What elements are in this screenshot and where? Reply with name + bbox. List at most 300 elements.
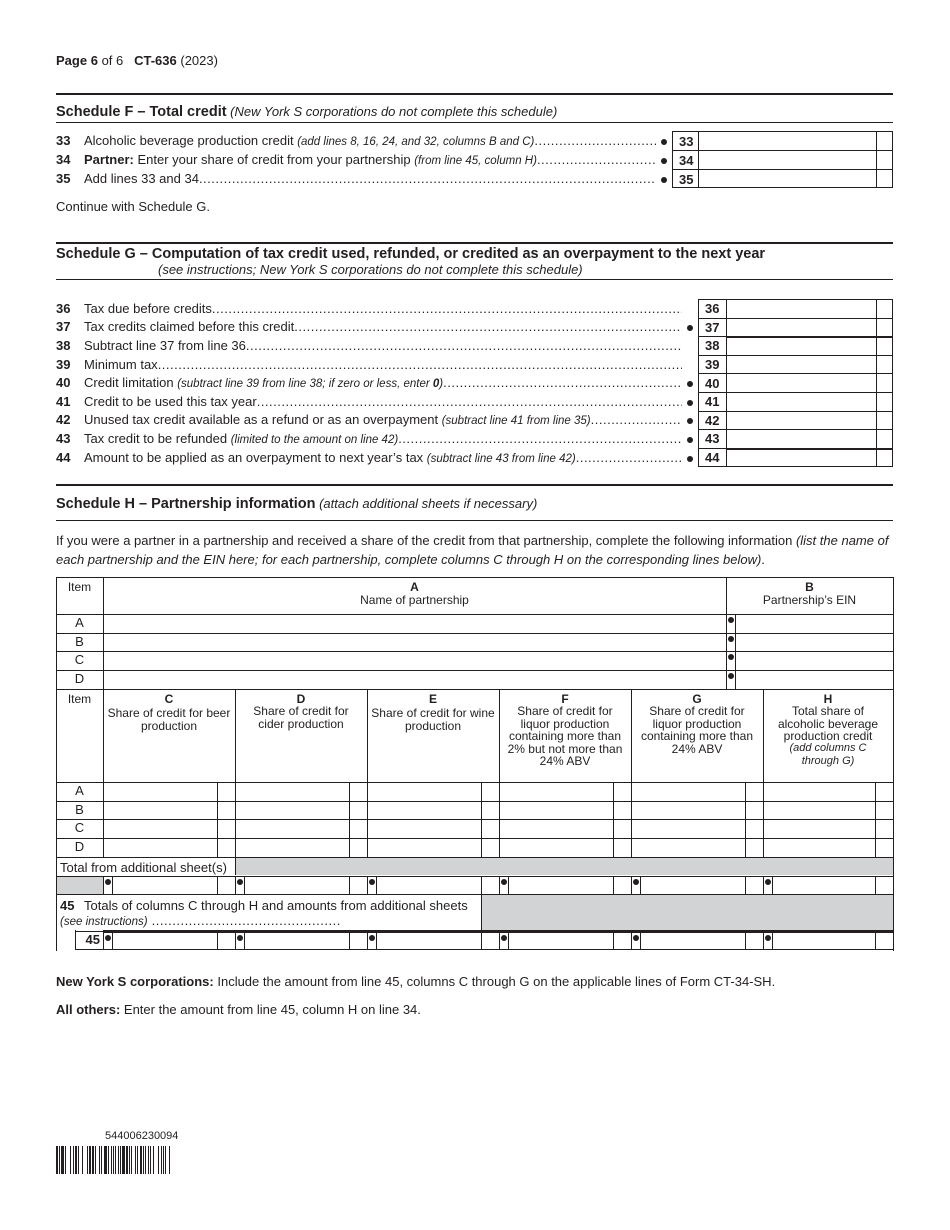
shaded-area: [57, 877, 103, 895]
line-45-amount-input[interactable]: [377, 933, 480, 949]
line-note: (subtract line 41 from line 35): [441, 415, 591, 428]
line-label: Add lines 33 and 34: [84, 171, 199, 186]
amount-input[interactable]: [726, 448, 876, 467]
cents-input[interactable]: [876, 336, 893, 355]
amount-input[interactable]: [698, 169, 876, 188]
divider: [56, 93, 893, 95]
s-corp-label: New York S corporations:: [56, 974, 214, 989]
line-45-amount-input[interactable]: [641, 933, 744, 949]
line-label: Totals of columns C through H and amounts from additional sheets: [84, 898, 468, 914]
line-number: 34: [56, 152, 71, 167]
amount-input-col-f[interactable]: [500, 783, 612, 801]
line-box-number: 40: [698, 373, 726, 392]
line-box-number: 34: [672, 150, 698, 169]
table-rule: [481, 876, 482, 895]
leader-dots: [294, 319, 682, 334]
line-45-amount-input[interactable]: [113, 933, 216, 949]
table-rule: [349, 876, 350, 895]
cents-input[interactable]: [218, 783, 234, 801]
bullet-icon: [369, 935, 375, 941]
cents-input[interactable]: [876, 131, 893, 150]
amount-input-col-h[interactable]: [764, 820, 874, 838]
table-rule: [875, 930, 876, 949]
line-text: [84, 301, 212, 316]
bullet-icon: [728, 673, 734, 679]
amount-input-col-c[interactable]: [104, 839, 216, 857]
partnership-ein-input[interactable]: [736, 671, 892, 689]
col-h-note: (add columns C through G): [789, 742, 867, 767]
cents-input[interactable]: [876, 802, 892, 820]
item-letter: D: [74, 839, 85, 855]
required-bullet: [682, 431, 698, 446]
schedule-h-title: Schedule H – Partnership information: [56, 496, 316, 512]
col-b-letter: B: [805, 580, 814, 594]
bullet-icon: [661, 177, 667, 183]
bullet-icon: [501, 879, 507, 885]
cents-input[interactable]: [746, 802, 762, 820]
col-f-letter: F: [561, 692, 569, 706]
schedule-g-line: [56, 392, 698, 411]
schedule-g-line: [56, 411, 698, 430]
line-45-box-number: 45: [85, 932, 100, 948]
amount-input-col-d[interactable]: [236, 839, 348, 857]
line-text: [84, 152, 537, 167]
line-text: [84, 394, 257, 409]
line-45-amount-input[interactable]: [773, 933, 874, 949]
cents-input[interactable]: [746, 839, 762, 857]
line-note: (from line 45, column H): [414, 155, 537, 167]
leader-dots: [591, 412, 682, 427]
continue-note: Continue with Schedule G.: [56, 199, 210, 214]
cents-input[interactable]: [614, 802, 630, 820]
line-note: (limited to the amount on line 42): [230, 433, 399, 446]
amount-input-col-g[interactable]: [632, 802, 744, 820]
additional-amount-input[interactable]: [773, 877, 874, 895]
bullet-icon: [687, 325, 693, 331]
table-rule: [367, 689, 368, 782]
schedule-g-line: [56, 299, 698, 318]
required-bullet: [656, 152, 672, 167]
all-others-text: Enter the amount from line 45, column H on line 34.: [120, 1002, 421, 1017]
line-box-number: 42: [698, 411, 726, 430]
amount-input-col-e[interactable]: [368, 802, 480, 820]
page-header: [56, 53, 218, 68]
item-letter: B: [75, 633, 84, 649]
leader-dots: ..............................................: [147, 913, 341, 929]
col-c-letter: C: [164, 692, 174, 706]
table-rule: [745, 930, 746, 949]
amount-input[interactable]: [726, 299, 876, 318]
barcode-bar: [169, 1146, 170, 1174]
partnership-ein-input[interactable]: [736, 634, 892, 652]
schedule-g-line: [56, 318, 698, 337]
table-rule: [613, 876, 614, 895]
line-45-amount-input[interactable]: [245, 933, 348, 949]
line-number: 41: [56, 393, 71, 409]
line-number: 39: [56, 356, 71, 372]
amount-input-col-c[interactable]: [104, 820, 216, 838]
line-label: Enter your share of credit from your partnership: [133, 152, 415, 167]
cents-input[interactable]: [876, 318, 893, 337]
cents-input[interactable]: [746, 820, 762, 838]
table-rule: [499, 689, 500, 782]
schedule-g-line: [56, 355, 698, 374]
cents-input[interactable]: [876, 783, 892, 801]
cents-input[interactable]: [614, 839, 630, 857]
amount-input-col-g[interactable]: [632, 839, 744, 857]
additional-amount-input[interactable]: [509, 877, 612, 895]
line-label: Alcoholic beverage production credit: [84, 133, 298, 148]
col-h-letter: H: [823, 692, 833, 706]
intro-text: If you were a partner in a partnership and received a share of the credit from that partnership, complete the following information: [56, 533, 796, 548]
bullet-icon: [661, 139, 667, 145]
bullet-icon: [728, 636, 734, 642]
schedule-g-line: [56, 429, 698, 448]
item-letter: B: [75, 801, 84, 817]
table-rule: [763, 689, 764, 782]
required-bullet: [682, 319, 698, 334]
partnership-name-input[interactable]: [104, 671, 725, 689]
table-rule: [103, 876, 104, 895]
bullet-icon: [687, 418, 693, 424]
amount-input-col-f[interactable]: [500, 839, 612, 857]
bullet-icon: [369, 879, 375, 885]
line-box-number: 33: [672, 131, 698, 150]
amount-input[interactable]: [726, 336, 876, 355]
table-rule: [235, 876, 236, 895]
cents-input[interactable]: [876, 169, 893, 188]
amount-input-col-h[interactable]: [764, 783, 874, 801]
line-box-number: 39: [698, 355, 726, 374]
page-of: of 6: [101, 53, 124, 68]
schedule-g-line: [56, 448, 698, 467]
schedule-g-line: [56, 336, 698, 355]
amount-input[interactable]: [726, 318, 876, 337]
table-rule: [56, 689, 893, 690]
col-a-letter: A: [410, 580, 419, 594]
table-rule: [103, 930, 104, 949]
col-d-label: Share of credit for cider production: [253, 704, 349, 731]
col-g-label: Share of credit for liquor production containing more than 24% ABV: [640, 704, 754, 756]
amount-input[interactable]: [726, 373, 876, 392]
s-corp-note: [56, 972, 896, 991]
schedule-g-subtitle: (see instructions; New York S corporations do not complete this schedule): [158, 262, 583, 277]
amount-input-col-d[interactable]: [236, 802, 348, 820]
col-b-label: Partnership’s EIN: [762, 593, 857, 607]
line-box-number: 44: [698, 448, 726, 467]
bullet-icon: [633, 879, 639, 885]
amount-input-col-g[interactable]: [632, 820, 744, 838]
cents-input[interactable]: [482, 839, 498, 857]
bullet-icon: [728, 654, 734, 660]
box-bottom-border: [698, 466, 893, 467]
line-number: 43: [56, 430, 71, 446]
bullet-icon: [687, 381, 693, 387]
cents-input[interactable]: [876, 839, 892, 857]
divider: [56, 484, 893, 486]
cents-input[interactable]: [218, 820, 234, 838]
line-number: 45: [60, 898, 75, 914]
amount-input-col-c[interactable]: [104, 802, 216, 820]
line-box-number: 43: [698, 429, 726, 448]
barcode-number: 544006230094: [105, 1130, 179, 1142]
bullet-icon: [728, 617, 734, 623]
line-text: [84, 133, 534, 148]
col-g-letter: G: [692, 692, 702, 706]
line-text: [84, 450, 576, 465]
schedule-h-heading: [56, 496, 537, 512]
amount-input-col-f[interactable]: [500, 802, 612, 820]
leader-dots: [199, 171, 656, 186]
schedule-f-line: [56, 131, 672, 150]
cents-input[interactable]: [350, 839, 366, 857]
line-number: 44: [56, 449, 71, 465]
cents-input[interactable]: [350, 783, 366, 801]
cents-input[interactable]: [218, 839, 234, 857]
cents-input[interactable]: [876, 299, 893, 318]
line-45-description: [60, 898, 478, 930]
line-label: Tax credit to be refunded: [84, 430, 231, 446]
bullet-icon: [687, 437, 693, 443]
line-box-number: 41: [698, 392, 726, 411]
table-rule: [763, 930, 764, 949]
line-text: [84, 357, 158, 372]
line-note: (see instructions): [60, 916, 148, 929]
divider: [56, 122, 893, 123]
all-others-note: [56, 1000, 896, 1019]
schedule-f-line: [56, 150, 672, 169]
cents-input[interactable]: [218, 802, 234, 820]
cents-input[interactable]: [614, 820, 630, 838]
schedule-f-heading: [56, 104, 557, 120]
amount-input-col-h[interactable]: [764, 839, 874, 857]
cents-input[interactable]: [876, 448, 893, 467]
line-number: 36: [56, 300, 71, 316]
table-rule: [481, 894, 482, 930]
line-text: [84, 375, 443, 390]
line-label: Minimum tax: [84, 356, 158, 372]
table-rule: [631, 876, 632, 895]
required-bullet: [682, 450, 698, 465]
divider: [56, 242, 893, 244]
barcode: [56, 1146, 170, 1174]
line-label: Unused tax credit available as a refund or as an overpayment: [84, 412, 442, 428]
line-number: 37: [56, 319, 71, 335]
table-rule: [367, 930, 368, 949]
box-bottom-border: [672, 187, 893, 188]
line-label: Amount to be applied as an overpayment to next year’s tax: [84, 449, 427, 465]
bullet-icon: [237, 935, 243, 941]
cents-input[interactable]: [746, 783, 762, 801]
cents-input[interactable]: [482, 783, 498, 801]
bullet-icon: [501, 935, 507, 941]
cents-input[interactable]: [350, 820, 366, 838]
amount-input-col-d[interactable]: [236, 783, 348, 801]
cents-input[interactable]: [876, 355, 893, 374]
amount-input-col-e[interactable]: [368, 820, 480, 838]
leader-dots: [576, 450, 682, 465]
amount-input[interactable]: [726, 392, 876, 411]
leader-dots: [246, 338, 682, 353]
bullet-icon: [765, 935, 771, 941]
item-letter: A: [75, 615, 84, 630]
table-rule: [367, 876, 368, 895]
amount-input[interactable]: [698, 150, 876, 169]
all-others-label: All others:: [56, 1002, 121, 1017]
line-label: Tax credits claimed before this credit: [84, 319, 295, 335]
line-text: [84, 171, 199, 186]
additional-sheets-label: Total from additional sheet(s): [60, 859, 227, 875]
amount-input-col-f[interactable]: [500, 820, 612, 838]
amount-input-col-d[interactable]: [236, 820, 348, 838]
line-45-amount-input[interactable]: [509, 933, 612, 949]
leader-dots: [443, 375, 682, 390]
table-rule: [75, 949, 894, 950]
table-rule: [745, 876, 746, 895]
table-rule: [893, 689, 894, 951]
col-f-label: Share of credit for liquor production containing more than 2% but not more than 24% ABV: [507, 704, 623, 768]
leader-dots: [398, 431, 682, 446]
amount-input-col-e[interactable]: [368, 839, 480, 857]
table-rule: [217, 876, 218, 895]
leader-dots: [158, 357, 682, 372]
required-bullet: [656, 133, 672, 148]
s-corp-text: Include the amount from line 45, columns C through G on the applicable lines of Form CT-34-SH.: [213, 974, 776, 989]
item-letter: D: [74, 671, 85, 687]
additional-amount-input[interactable]: [113, 877, 216, 895]
amount-input[interactable]: [726, 355, 876, 374]
shaded-area: [481, 895, 893, 930]
table-rule: [235, 689, 236, 782]
schedule-f-subtitle: (New York S corporations do not complete this schedule): [230, 104, 558, 119]
col-c-label: Share of credit for beer production: [107, 706, 231, 733]
col-h-label: Total share of alcoholic beverage production credit: [777, 704, 879, 743]
item-letter: A: [75, 783, 84, 798]
required-bullet: [656, 171, 672, 186]
amount-input-col-e[interactable]: [368, 783, 480, 801]
cents-input[interactable]: [350, 802, 366, 820]
leader-dots: [257, 394, 682, 409]
table-rule: [481, 930, 482, 949]
bullet-icon: [105, 935, 111, 941]
required-bullet: [682, 394, 698, 409]
table-rule: [631, 689, 632, 782]
intro-italic: (list the name of each partnership and the EIN here; for each partnership, complete columns C through H on the corresponding lines below): [56, 533, 889, 567]
item-header: Item: [67, 580, 92, 594]
cents-input[interactable]: [876, 820, 892, 838]
bullet-icon: [237, 879, 243, 885]
cents-input[interactable]: [614, 783, 630, 801]
line-note: (add lines 8, 16, 24, and 32, columns B and C): [297, 136, 535, 148]
bullet-icon: [661, 158, 667, 164]
table-rule: [613, 930, 614, 949]
line-text: [84, 412, 591, 427]
item-letter: C: [74, 652, 85, 668]
item-header: Item: [67, 692, 92, 706]
partnership-ein-input[interactable]: [736, 652, 892, 670]
col-e-label: Share of credit for wine production: [371, 706, 495, 733]
table-rule: [893, 577, 894, 689]
bullet-icon: [765, 879, 771, 885]
amount-input[interactable]: [698, 131, 876, 150]
divider: [56, 520, 893, 521]
table-rule: [499, 930, 500, 949]
line-box-number: 38: [698, 336, 726, 355]
leader-dots: [537, 152, 656, 167]
line-label: Credit to be used this tax year: [84, 393, 257, 409]
line-text: [84, 319, 294, 334]
bullet-icon: [105, 879, 111, 885]
amount-input[interactable]: [726, 429, 876, 448]
table-rule: [235, 930, 236, 949]
table-rule: [56, 894, 57, 930]
bullet-icon: [687, 400, 693, 406]
col-a-label: Name of partnership: [360, 593, 469, 607]
line-label: Subtract line 37 from line 36: [84, 337, 246, 353]
line-number: 42: [56, 412, 71, 428]
form-number: CT-636: [134, 53, 177, 68]
schedule-h-subtitle: (attach additional sheets if necessary): [319, 496, 538, 511]
amount-input[interactable]: [726, 411, 876, 430]
item-letter: C: [74, 820, 85, 836]
additional-amount-input[interactable]: [377, 877, 480, 895]
required-bullet: [682, 412, 698, 427]
line-box-number: 36: [698, 299, 726, 318]
line-label: Credit limitation: [84, 375, 178, 391]
col-d-letter: D: [296, 692, 306, 706]
schedule-g-heading: [56, 246, 765, 277]
line-note: (subtract line 39 from line 38; if zero or less, enter: [177, 378, 433, 391]
table-rule: [631, 930, 632, 949]
cents-input[interactable]: [876, 411, 893, 430]
additional-amount-input[interactable]: [641, 877, 744, 895]
line-text: [84, 338, 246, 353]
line-number: 40: [56, 375, 71, 391]
partnership-name-input[interactable]: [104, 634, 725, 652]
line-note-bold: 0: [432, 378, 440, 391]
schedule-g-title: Schedule G – Computation of tax credit used, refunded, or credited as an overpayment to the next year: [56, 246, 766, 262]
bullet-icon: [687, 456, 693, 462]
cents-input[interactable]: [876, 373, 893, 392]
form-year: (2023): [180, 53, 218, 68]
divider: [56, 279, 893, 280]
cents-input[interactable]: [876, 429, 893, 448]
schedule-f-title: Schedule F – Total credit: [56, 104, 227, 120]
intro-end: .: [761, 552, 765, 567]
additional-amount-input[interactable]: [245, 877, 348, 895]
required-bullet: [682, 375, 698, 390]
cents-input[interactable]: [876, 392, 893, 411]
col-e-letter: E: [428, 692, 437, 706]
table-rule: [349, 930, 350, 949]
line-text: [84, 431, 398, 446]
amount-input-col-g[interactable]: [632, 783, 744, 801]
cents-input[interactable]: [482, 820, 498, 838]
schedule-f-line: [56, 169, 672, 188]
cents-input[interactable]: [876, 150, 893, 169]
table-rule: [875, 876, 876, 895]
amount-input-col-h[interactable]: [764, 802, 874, 820]
partnership-ein-input[interactable]: [736, 615, 892, 633]
partnership-name-input[interactable]: [104, 615, 725, 633]
cents-input[interactable]: [482, 802, 498, 820]
line-note: (subtract line 43 from line 42): [426, 452, 576, 465]
bullet-icon: [633, 935, 639, 941]
amount-input-col-c[interactable]: [104, 783, 216, 801]
partnership-name-input[interactable]: [104, 652, 725, 670]
line-note-end: ): [439, 378, 444, 391]
table-rule: [217, 930, 218, 949]
